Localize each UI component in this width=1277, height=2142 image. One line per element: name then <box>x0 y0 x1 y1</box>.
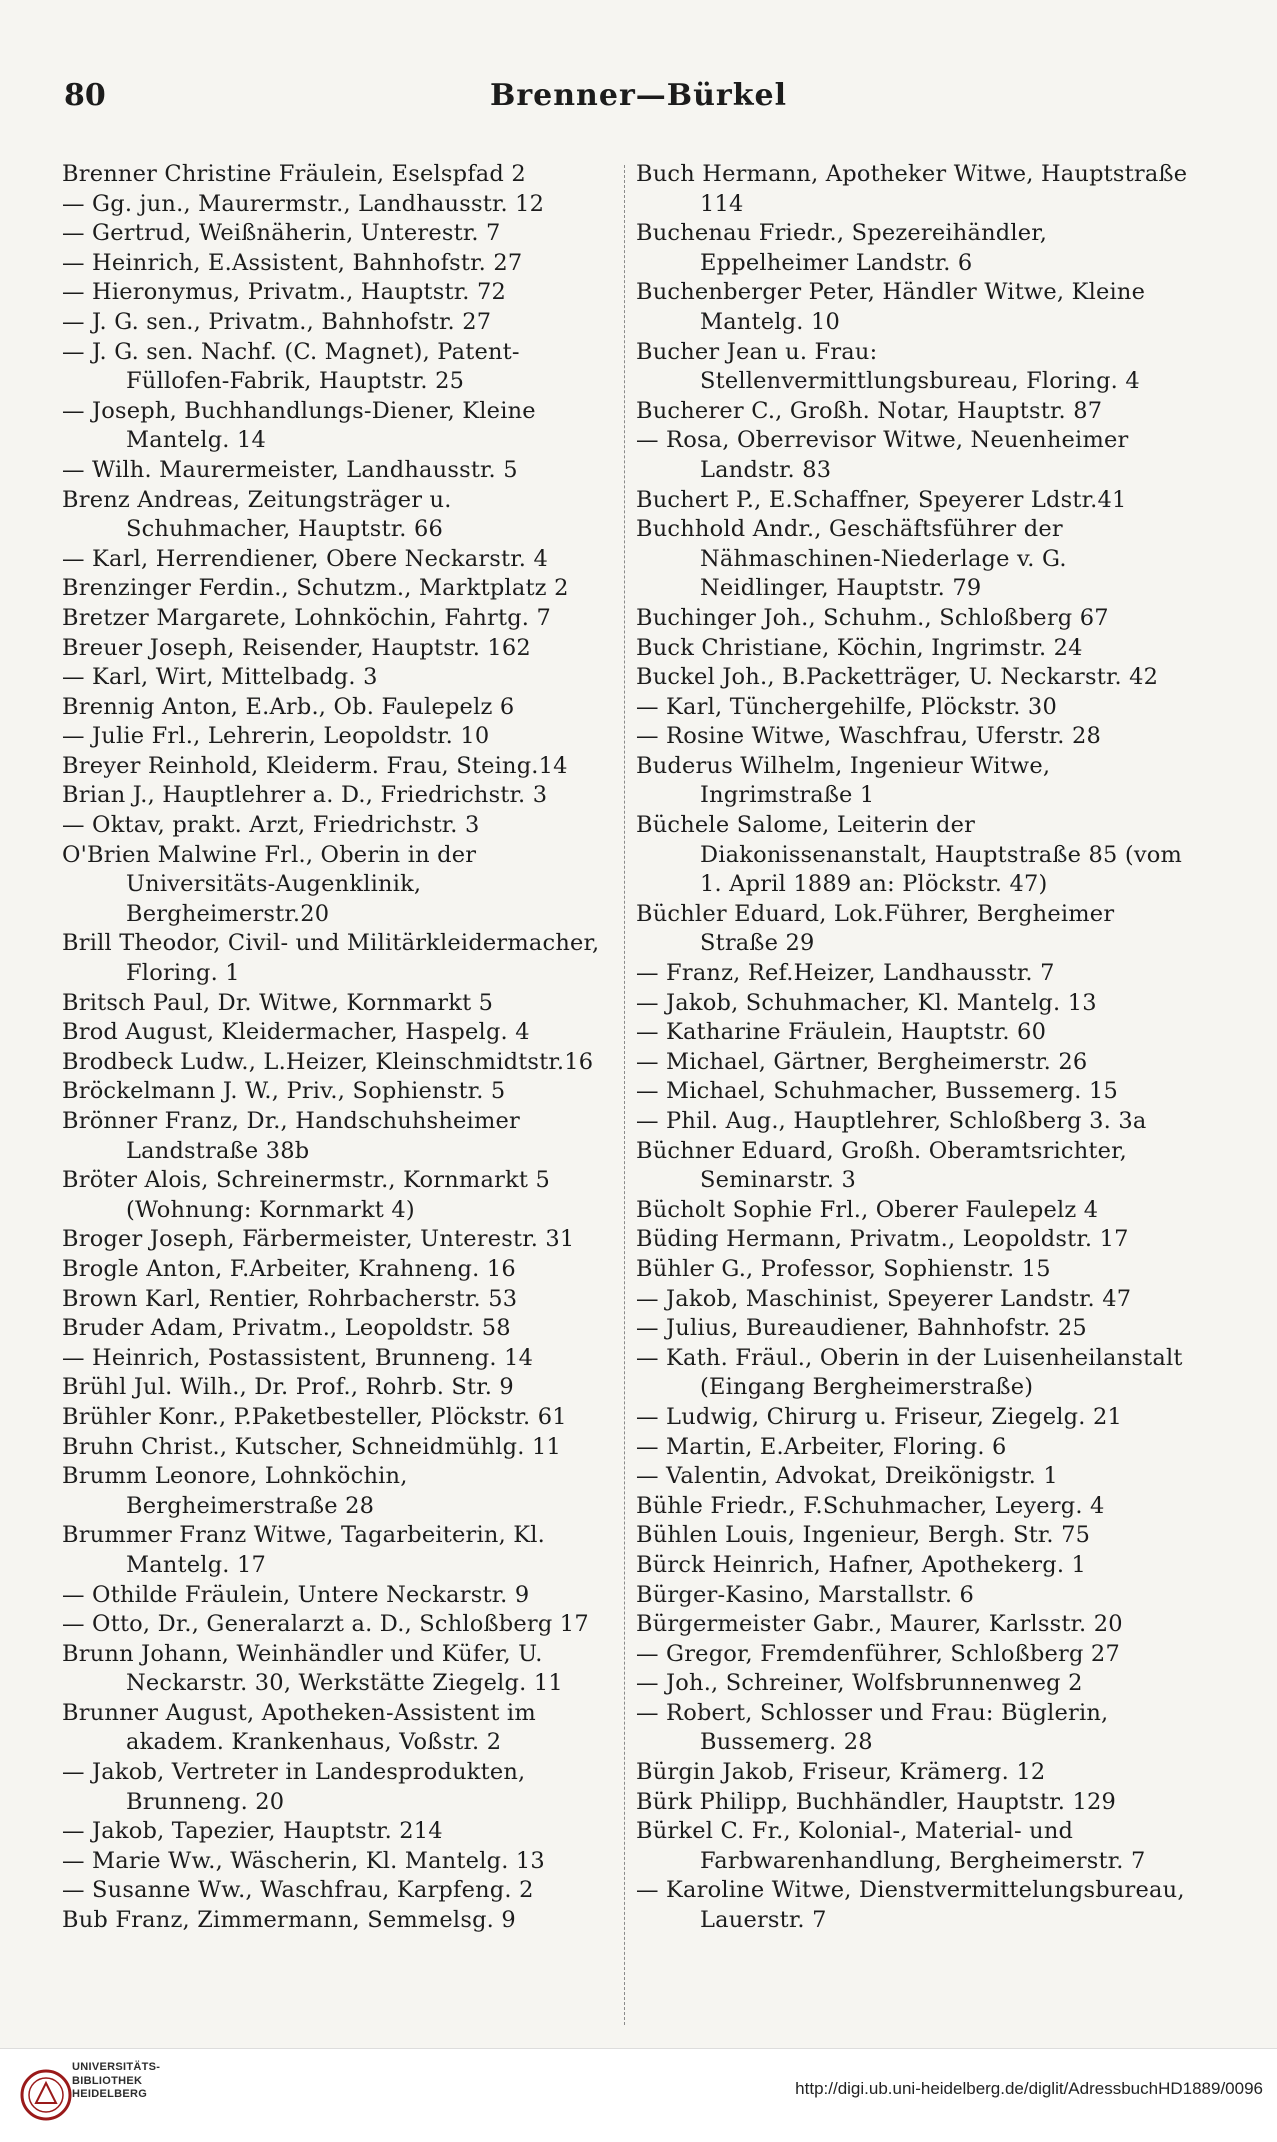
directory-entry: Bucher Jean u. Frau: Stellenvermittlungsbureau, Floring. 4 <box>636 338 1140 395</box>
directory-entry: — J. G. sen., Privatm., Bahnhofstr. 27 <box>62 308 492 335</box>
directory-entry: Buck Christiane, Köchin, Ingrimstr. 24 <box>636 634 1083 661</box>
directory-entry: — Jakob, Vertreter in Landesprodukten, Brunneng. 20 <box>62 1759 526 1815</box>
directory-entry: Bröckelmann J. W., Priv., Sophienstr. 5 <box>62 1078 506 1105</box>
directory-entry: — Jakob, Tapezier, Hauptstr. 214 <box>62 1818 443 1845</box>
directory-entry: Brühl Jul. Wilh., Dr. Prof., Rohrb. Str. 9 <box>62 1374 514 1401</box>
directory-entry: Bucherer C., Großh. Notar, Hauptstr. 87 <box>636 397 1103 424</box>
directory-entry: — Susanne Ww., Waschfrau, Karpfeng. 2 <box>62 1877 534 1904</box>
directory-entry: Brenner Christine Fräulein, Eselspfad 2 <box>62 161 526 187</box>
directory-entry: Buckel Joh., B.Packetträger, U. Neckarstr. 42 <box>636 664 1159 691</box>
directory-entry: — J. G. sen. Nachf. (C. Magnet), Patent-Füllofen-Fabrik, Hauptstr. 25 <box>62 338 520 395</box>
directory-entry: Brill Theodor, Civil- und Militärkleidermacher, Floring. 1 <box>62 930 600 987</box>
directory-entry: — Karoline Witwe, Dienstvermittelungsbureau, Lauerstr. 7 <box>636 1877 1185 1934</box>
directory-entry: Bühle Friedr., F.Schuhmacher, Leyerg. 4 <box>636 1492 1105 1519</box>
directory-entry: Buchert P., E.Schaffner, Speyerer Ldstr.41 <box>636 486 1127 513</box>
directory-entry: — Valentin, Advokat, Dreikönigstr. 1 <box>636 1463 1058 1490</box>
directory-entry: Brodbeck Ludw., L.Heizer, Kleinschmidtstr.16 <box>62 1048 594 1075</box>
directory-entry: — Karl, Herrendiener, Obere Neckarstr. 4 <box>62 545 548 572</box>
directory-entry: Bretzer Margarete, Lohnköchin, Fahrtg. 7 <box>62 604 552 631</box>
directory-entry: — Katharine Fräulein, Hauptstr. 60 <box>636 1019 1047 1046</box>
directory-entry: Brunn Johann, Weinhändler und Küfer, U. Neckarstr. 30, Werkstätte Ziegelg. 11 <box>62 1640 563 1697</box>
directory-entry: — Michael, Schuhmacher, Bussemerg. 15 <box>636 1078 1119 1105</box>
directory-entry: Bühler G., Professor, Sophienstr. 15 <box>636 1255 1051 1282</box>
directory-entry: Brown Karl, Rentier, Rohrbacherstr. 53 <box>62 1285 518 1312</box>
directory-entry: Bühlen Louis, Ingenieur, Bergh. Str. 75 <box>636 1522 1091 1549</box>
directory-entry: — Joh., Schreiner, Wolfsbrunnenweg 2 <box>636 1670 1083 1697</box>
directory-entry: Bürger-Kasino, Marstallstr. 6 <box>636 1581 975 1608</box>
directory-entry: — Karl, Tünchergehilfe, Plöckstr. 30 <box>636 693 1057 720</box>
directory-entry: — Julius, Bureaudiener, Bahnhofstr. 25 <box>636 1315 1087 1342</box>
directory-entry: Brod August, Kleidermacher, Haspelg. 4 <box>62 1019 530 1046</box>
directory-entry: Buchhold Andr., Geschäftsführer der Nähmaschinen-Niederlage v. G. Neidlinger, Hauptstr. 79 <box>636 516 1067 602</box>
directory-entry: Bürck Heinrich, Hafner, Apothekerg. 1 <box>636 1551 1087 1578</box>
directory-entry: Broger Joseph, Färbermeister, Unterestr. 31 <box>62 1226 575 1253</box>
directory-entry: — Oktav, prakt. Arzt, Friedrichstr. 3 <box>62 812 480 839</box>
directory-entry: — Joseph, Buchhandlungs-Diener, Kleine Mantelg. 14 <box>62 397 536 454</box>
directory-entry: — Karl, Wirt, Mittelbadg. 3 <box>62 664 378 691</box>
directory-entry: Brian J., Hauptlehrer a. D., Friedrichstr. 3 <box>62 782 548 809</box>
directory-entry: Bürkel C. Fr., Kolonial-, Material- und Farbwarenhandlung, Bergheimerstr. 7 <box>636 1818 1146 1874</box>
directory-entry: Breyer Reinhold, Kleiderm. Frau, Steing.14 <box>62 752 568 779</box>
running-head: Brenner—Bürkel <box>489 78 787 113</box>
column-divider <box>624 165 625 2025</box>
directory-entry: Bürgermeister Gabr., Maurer, Karlsstr. 20 <box>636 1611 1123 1638</box>
directory-entry: Buchinger Joh., Schuhm., Schloßberg 67 <box>636 604 1109 631</box>
directory-entry: — Jakob, Maschinist, Speyerer Landstr. 47 <box>636 1285 1132 1312</box>
directory-entry: — Gg. jun., Maurermstr., Landhausstr. 12 <box>62 190 545 217</box>
directory-entry: Brühler Konr., P.Paketbesteller, Plöckstr. 61 <box>62 1403 567 1430</box>
logo-line: BIBLIOTHEK <box>72 2074 143 2087</box>
directory-entry: — Rosine Witwe, Waschfrau, Uferstr. 28 <box>636 723 1101 750</box>
directory-entry: Büchner Eduard, Großh. Oberamtsrichter, Seminarstr. 3 <box>636 1137 1128 1194</box>
directory-entry: Büding Hermann, Privatm., Leopoldstr. 17 <box>636 1226 1129 1253</box>
directory-entry: Britsch Paul, Dr. Witwe, Kornmarkt 5 <box>62 989 494 1016</box>
right-column <box>636 160 1196 1936</box>
directory-entry: — Wilh. Maurermeister, Landhausstr. 5 <box>62 456 518 483</box>
directory-entry: Bruder Adam, Privatm., Leopoldstr. 58 <box>62 1315 511 1342</box>
page-number: 80 <box>64 78 106 113</box>
directory-entry: Buch Hermann, Apotheker Witwe, Hauptstraße 114 <box>636 161 1188 217</box>
directory-entry: — Franz, Ref.Heizer, Landhausstr. 7 <box>636 960 1055 987</box>
directory-entry: Brenzinger Ferdin., Schutzm., Marktplatz 2 <box>62 575 569 602</box>
directory-entry: Brenz Andreas, Zeitungsträger u. Schuhmacher, Hauptstr. 66 <box>62 486 452 543</box>
directory-entry: — Heinrich, E.Assistent, Bahnhofstr. 27 <box>62 249 523 276</box>
directory-entry: Buderus Wilhelm, Ingenieur Witwe, Ingrimstraße 1 <box>636 752 1051 809</box>
directory-entry: — Otto, Dr., Generalarzt a. D., Schloßberg 17 <box>62 1611 589 1638</box>
directory-entry: — Martin, E.Arbeiter, Floring. 6 <box>636 1433 1007 1460</box>
logo-line: HEIDELBERG <box>72 2088 148 2100</box>
directory-entry: — Kath. Fräul., Oberin in der Luisenheilanstalt (Eingang Bergheimerstraße) <box>636 1344 1183 1401</box>
directory-entry: — Hieronymus, Privatm., Hauptstr. 72 <box>62 279 506 306</box>
directory-entry: Bub Franz, Zimmermann, Semmelsg. 9 <box>62 1907 516 1934</box>
directory-entry: — Marie Ww., Wäscherin, Kl. Mantelg. 13 <box>62 1847 545 1874</box>
directory-entry: — Heinrich, Postassistent, Brunneng. 14 <box>62 1344 534 1371</box>
directory-entry: — Othilde Fräulein, Untere Neckarstr. 9 <box>62 1581 530 1608</box>
directory-entry: Buchenau Friedr., Spezereihändler, Eppelheimer Landstr. 6 <box>636 220 1048 276</box>
directory-entry: Brunner August, Apotheken-Assistent im akadem. Krankenhaus, Voßstr. 2 <box>62 1699 536 1756</box>
directory-entry: Brogle Anton, F.Arbeiter, Krahneng. 16 <box>62 1255 516 1282</box>
directory-entry: Büchler Eduard, Lok.Führer, Bergheimer Straße 29 <box>636 900 1115 957</box>
directory-entry: — Ludwig, Chirurg u. Friseur, Ziegelg. 21 <box>636 1403 1123 1430</box>
directory-entry: Bruhn Christ., Kutscher, Schneidmühlg. 11 <box>62 1433 561 1460</box>
directory-entry: — Gregor, Fremdenführer, Schloßberg 27 <box>636 1640 1120 1667</box>
directory-entry: Bürk Philipp, Buchhändler, Hauptstr. 129 <box>636 1788 1117 1815</box>
directory-entry: Buchenberger Peter, Händler Witwe, Kleine Mantelg. 10 <box>636 279 1146 335</box>
directory-entry: — Julie Frl., Lehrerin, Leopoldstr. 10 <box>62 723 490 750</box>
directory-entry: Brönner Franz, Dr., Handschuhsheimer Landstraße 38b <box>62 1108 520 1164</box>
source-url-link[interactable]: http://digi.ub.uni-heidelberg.de/diglit/AdressbuchHD1889/0096 <box>795 2079 1263 2098</box>
directory-entry: O'Brien Malwine Frl., Oberin in der Universitäts-Augenklinik, Bergheimerstr.20 <box>62 841 477 927</box>
logo-line: UNIVERSITÄTS- <box>72 2061 161 2073</box>
directory-entry: Brummer Franz Witwe, Tagarbeiterin, Kl. Mantelg. 17 <box>62 1522 546 1578</box>
footer-bar <box>0 2048 1277 2142</box>
directory-entry: Büchele Salome, Leiterin der Diakonissenanstalt, Hauptstraße 85 (vom 1. April 1889 an: Plöckstr. 47) <box>636 812 1183 898</box>
directory-entry: Brennig Anton, E.Arb., Ob. Faulepelz 6 <box>62 693 515 720</box>
directory-entry: Bröter Alois, Schreinermstr., Kornmarkt 5 (Wohnung: Kornmarkt 4) <box>62 1167 550 1223</box>
directory-entry: — Rosa, Oberrevisor Witwe, Neuenheimer Landstr. 83 <box>636 427 1129 483</box>
directory-entry: Bücholt Sophie Frl., Oberer Faulepelz 4 <box>636 1196 1099 1223</box>
directory-entry: — Michael, Gärtner, Bergheimerstr. 26 <box>636 1048 1088 1075</box>
directory-entry: — Phil. Aug., Hauptlehrer, Schloßberg 3. 3a <box>636 1108 1147 1134</box>
library-logo-text <box>72 2061 160 2102</box>
left-column <box>62 160 620 1936</box>
directory-entry: — Jakob, Schuhmacher, Kl. Mantelg. 13 <box>636 989 1097 1016</box>
directory-entry: Bürgin Jakob, Friseur, Krämerg. 12 <box>636 1759 1046 1786</box>
directory-entry: Breuer Joseph, Reisender, Hauptstr. 162 <box>62 634 531 661</box>
directory-entry: — Gertrud, Weißnäherin, Unterestr. 7 <box>62 220 501 247</box>
directory-entry: Brumm Leonore, Lohnköchin, Bergheimerstraße 28 <box>62 1463 408 1519</box>
directory-entry: — Robert, Schlosser und Frau: Büglerin, Bussemerg. 28 <box>636 1699 1109 1756</box>
page-header <box>60 78 1217 118</box>
